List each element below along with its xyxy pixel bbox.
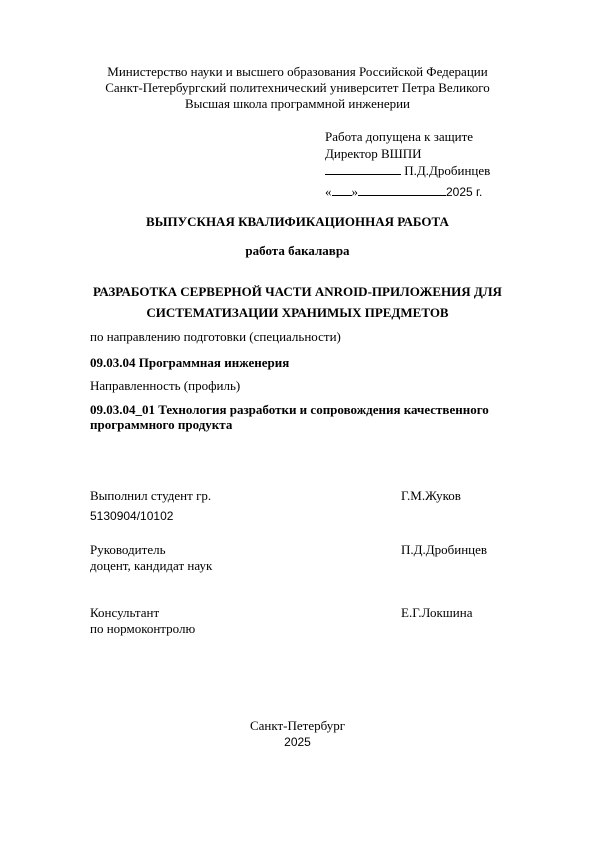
approval-year: 2025 г. [446, 185, 483, 199]
approval-date-line [325, 184, 482, 200]
supervisor-title: доцент, кандидат наук [90, 558, 213, 573]
quote-close: » [351, 184, 358, 199]
work-level: работа бакалавра [245, 243, 350, 258]
supervisor-label: Руководитель [90, 542, 166, 557]
profile-value-line2: программного продукта [90, 417, 233, 432]
consultant-sub: по нормоконтролю [90, 621, 196, 636]
director-line: Директор ВШПИ [325, 146, 422, 161]
profile-label: Направленность (профиль) [90, 378, 241, 393]
direction-label: по направлению подготовки (специальности) [90, 329, 341, 344]
work-title-line1: РАЗРАБОТКА СЕРВЕРНОЙ ЧАСТИ ANROID-ПРИЛОЖЕНИЯ ДЛЯ [93, 284, 502, 299]
footer-year: 2025 [284, 735, 311, 749]
month-blank [358, 184, 446, 196]
student-name: Г.М.Жуков [401, 488, 461, 503]
quote-open: « [325, 184, 332, 199]
footer-city: Санкт-Петербург [249, 718, 346, 733]
university-line: Санкт-Петербургский политехнический университет Петра Великого [105, 80, 490, 95]
profile-value-line1: 09.03.04_01 Технология разработки и сопровождения качественного [90, 402, 489, 417]
supervisor-name: П.Д.Дробинцев [401, 542, 488, 557]
ministry-line: Министерство науки и высшего образования Российской Федерации [107, 64, 488, 79]
school-line: Высшая школа программной инженерии [185, 96, 410, 111]
student-label: Выполнил студент гр. [90, 488, 212, 503]
work-type: ВЫПУСКНАЯ КВАЛИФИКАЦИОННАЯ РАБОТА [146, 214, 449, 229]
student-group: 5130904/10102 [90, 509, 174, 523]
day-blank [332, 184, 352, 196]
approval-line: Работа допущена к защите [325, 129, 474, 144]
consultant-name: Е.Г.Локшина [401, 605, 473, 620]
director-signature-line [325, 163, 490, 178]
consultant-label: Консультант [90, 605, 160, 620]
signature-blank [325, 163, 401, 175]
direction-value: 09.03.04 Программная инженерия [90, 355, 290, 370]
director-name: П.Д.Дробинцев [404, 163, 491, 178]
work-title-line2: СИСТЕМАТИЗАЦИИ ХРАНИМЫХ ПРЕДМЕТОВ [146, 305, 449, 320]
